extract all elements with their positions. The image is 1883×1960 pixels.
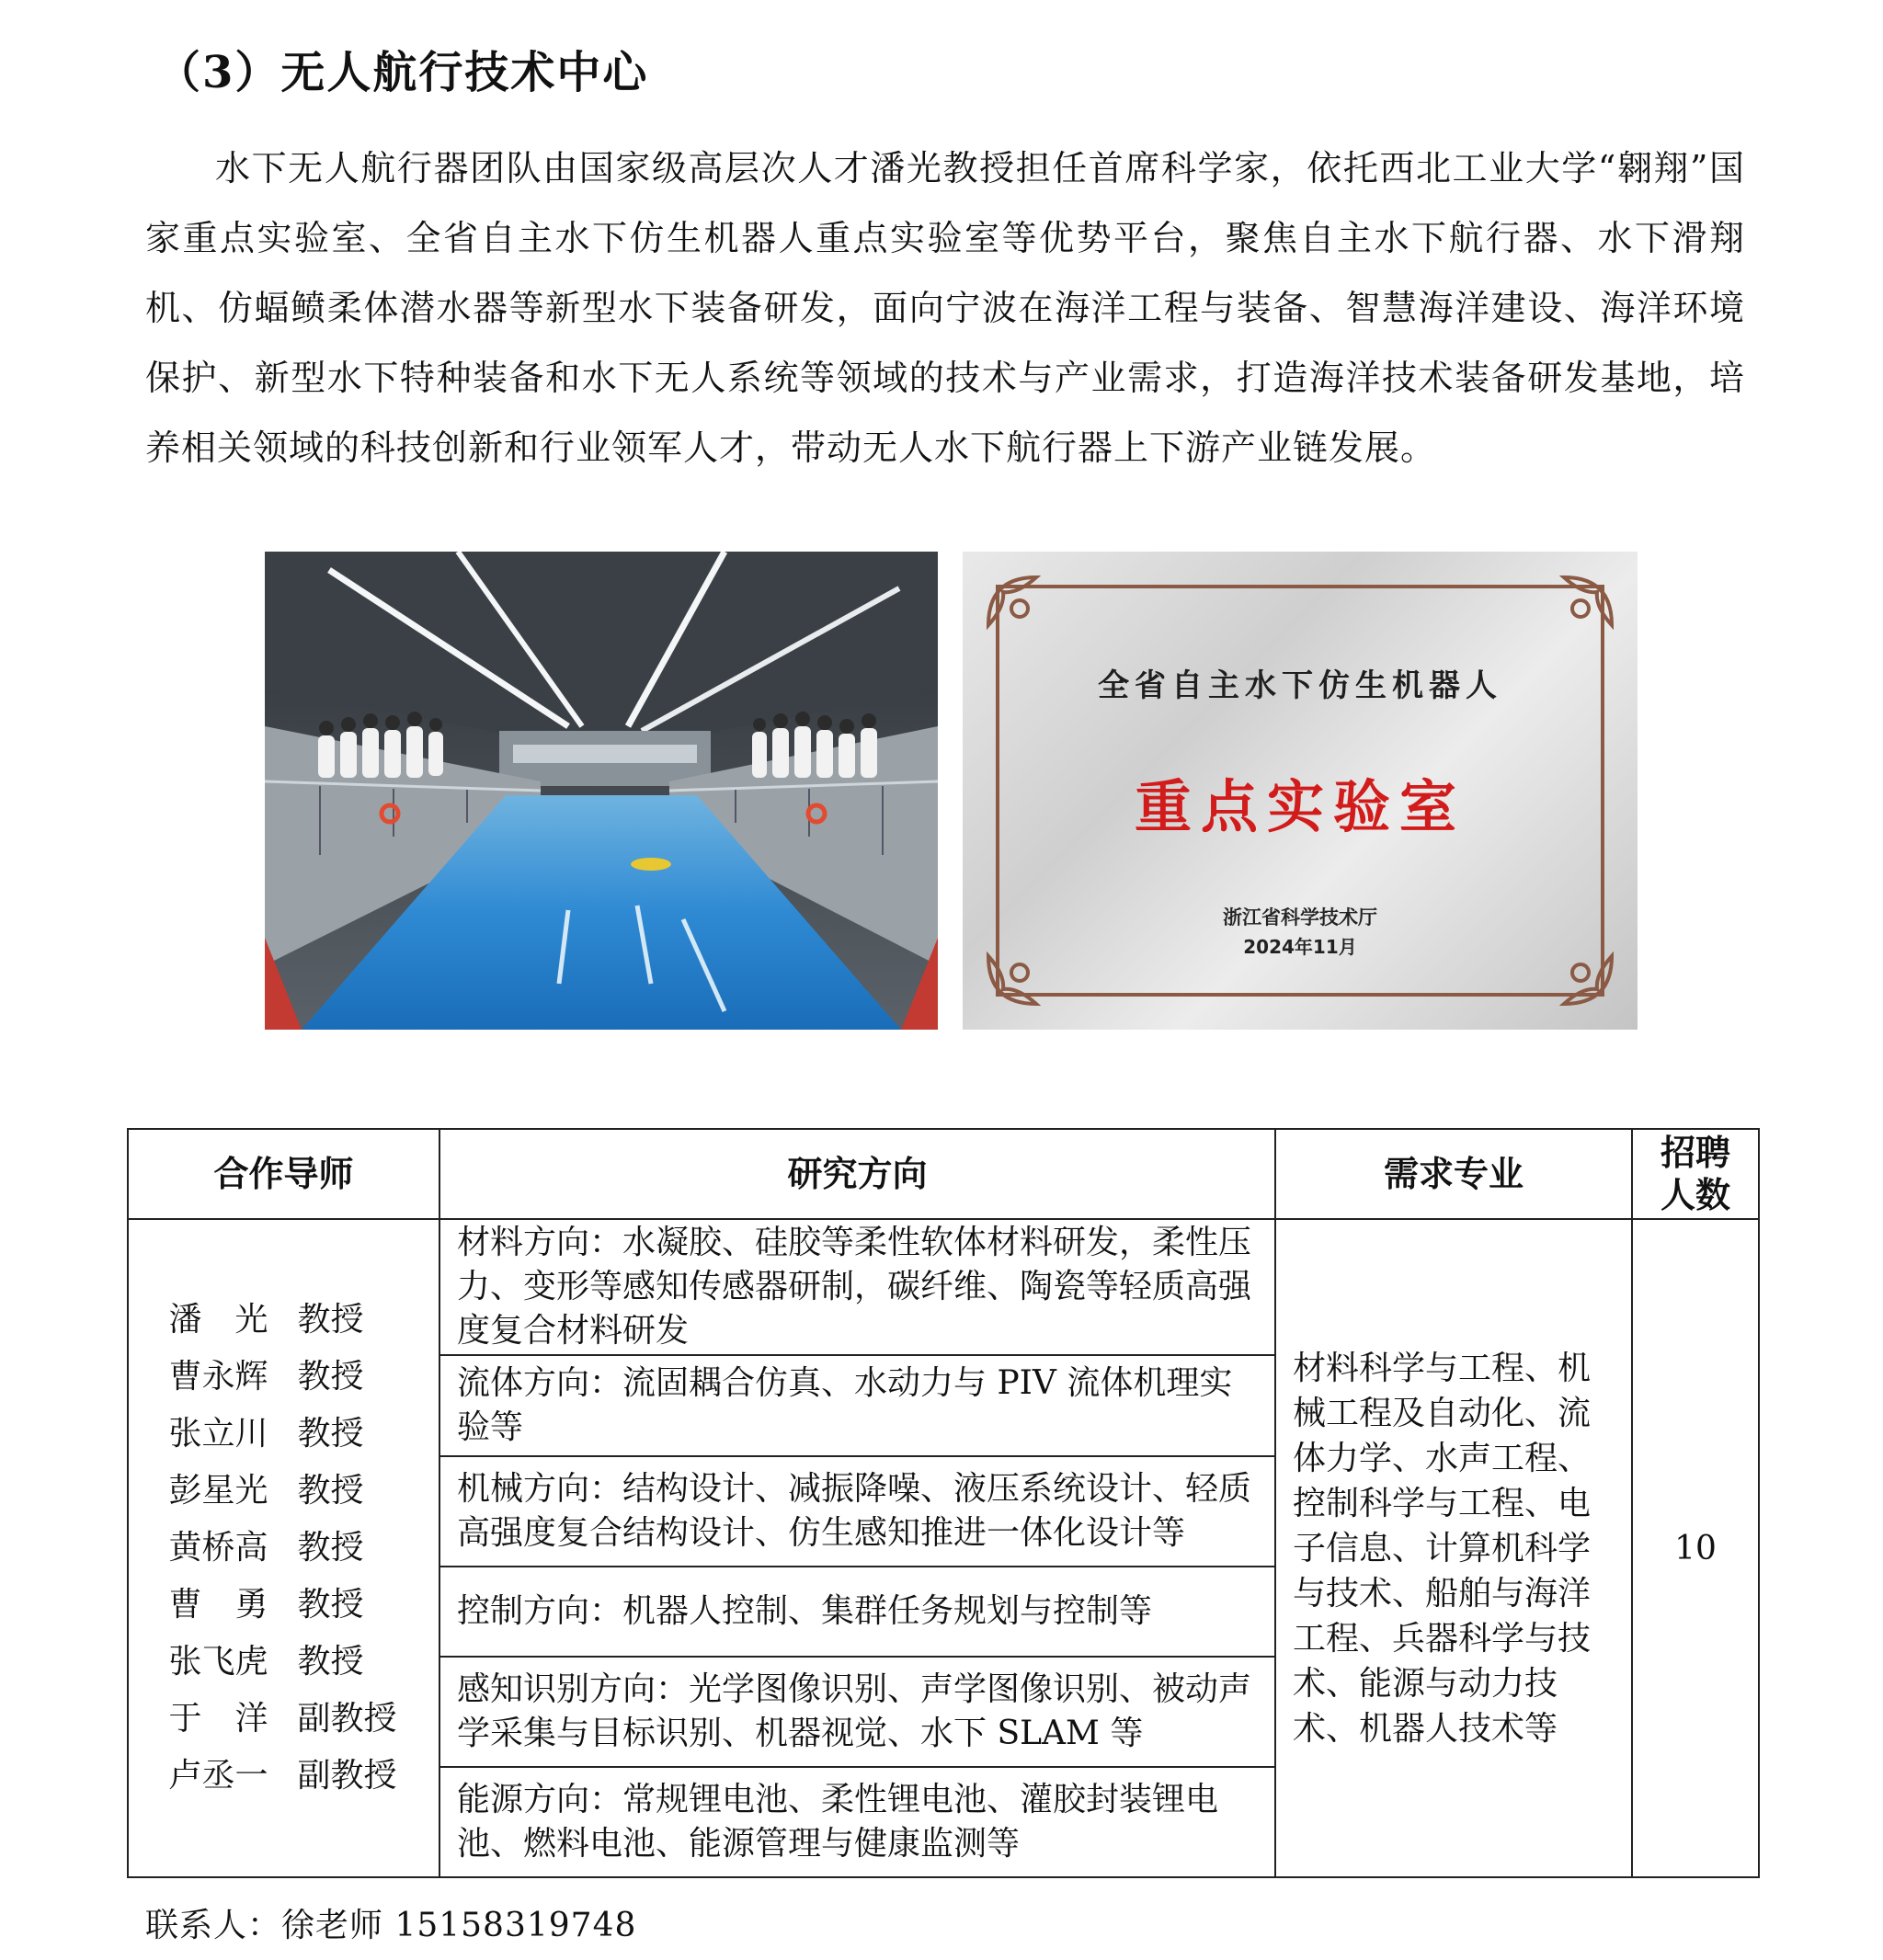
mentor-item (129, 1691, 439, 1748)
mentor-rank: 教授 (297, 1643, 364, 1681)
header-major: 需求专业 (1275, 1129, 1632, 1219)
direction-item: 控制方向：机器人控制、集群任务规划与控制等 (440, 1567, 1274, 1658)
mentor-item (129, 1634, 439, 1691)
direction-item: 能源方向：常规锂电池、柔性锂电池、灌胶封装锂电池、燃料电池、能源管理与健康监测等 (457, 1781, 1219, 1863)
contact-line: 联系人：徐老师 15158319748 (145, 1907, 637, 1944)
plaque-issuer: 浙江省科学技术厅 (1223, 906, 1377, 929)
mentor-item (129, 1406, 439, 1463)
mentor-item (129, 1349, 439, 1406)
mentor-rank: 教授 (297, 1301, 364, 1339)
header-mentor: 合作导师 (128, 1129, 439, 1219)
header-count (1632, 1129, 1759, 1219)
mentor-name: 卢丞一 (168, 1757, 268, 1795)
mentor-item (129, 1463, 439, 1520)
research-directions (439, 1219, 1275, 1877)
mentor-rank: 副教授 (297, 1757, 397, 1795)
plaque-date: 2024年11月 (1243, 936, 1357, 958)
mentor-rank: 教授 (297, 1529, 364, 1567)
table-row (128, 1219, 1759, 1877)
mentor-item (129, 1577, 439, 1634)
mentor-name: 潘 光 (168, 1301, 268, 1339)
mentor-rank: 教授 (297, 1415, 364, 1453)
recruitment-table (127, 1128, 1760, 1878)
mentor-name: 曹永辉 (168, 1358, 268, 1396)
lab-award-plaque (963, 552, 1638, 1030)
mentor-item (129, 1748, 439, 1805)
mentor-name: 张飞虎 (168, 1643, 268, 1681)
header-count-label: 招聘人数 (1660, 1133, 1730, 1215)
header-direction: 研究方向 (439, 1129, 1275, 1219)
mentor-item (129, 1520, 439, 1577)
intro-paragraph: 水下无人航行器团队由国家级高层次人才潘光教授担任首席科学家，依托西北工业大学“翱翔”国家重点实验室、全省自主水下仿生机器人重点实验室等优势平台，聚焦自主水下航行器、水下滑翔机、仿蝠鲼柔体潜水器等新型水下装备研发，面向宁波在海洋工程与装备、智慧海洋建设、海洋环境保护、新型水下特种装备和水下无人系统等领域的技术与产业需求，打造海洋技术装备研发基地，培养相关领域的科技创新和行业领军人才，带动无人水下航行器上下游产业链发展。 (145, 148, 1745, 468)
direction-item: 机械方向：结构设计、减振降噪、液压系统设计、轻质高强度复合结构设计、仿生感知推进一体化设计等 (440, 1457, 1274, 1567)
section-title: （3）无人航行技术中心 (156, 47, 649, 98)
mentor-rank: 副教授 (297, 1700, 397, 1738)
lab-pool-photo (265, 552, 938, 1030)
direction-item: 流体方向：流固耦合仿真、水动力与 PIV 流体机理实验等 (440, 1356, 1274, 1457)
plaque-lab-name: 全省自主水下仿生机器人 (1098, 667, 1502, 704)
mentor-list (128, 1219, 439, 1877)
table-header-row (128, 1129, 1759, 1219)
mentor-name: 于 洋 (168, 1700, 268, 1738)
required-majors: 材料科学与工程、机械工程及自动化、流体力学、水声工程、控制科学与工程、电子信息、计算机科学与技术、船舶与海洋工程、兵器科学与技术、能源与动力技术、机器人技术等 (1275, 1219, 1632, 1877)
mentor-rank: 教授 (297, 1586, 364, 1624)
mentor-rank: 教授 (297, 1472, 364, 1510)
plaque-title: 重点实验室 (1134, 773, 1466, 840)
direction-item: 感知识别方向：光学图像识别、声学图像识别、被动声学采集与目标识别、机器视觉、水下 SLAM 等 (440, 1658, 1274, 1768)
mentor-name: 彭星光 (168, 1472, 268, 1510)
recruit-count: 10 (1632, 1219, 1759, 1877)
mentor-item (129, 1292, 439, 1349)
mentor-rank: 教授 (297, 1358, 364, 1396)
mentor-name: 黄桥高 (168, 1529, 268, 1567)
mentor-name: 曹 勇 (168, 1586, 268, 1624)
mentor-name: 张立川 (168, 1415, 268, 1453)
direction-item: 材料方向：水凝胶、硅胶等柔性软体材料研发，柔性压力、变形等感知传感器研制，碳纤维、陶瓷等轻质高强度复合材料研发 (440, 1220, 1274, 1356)
